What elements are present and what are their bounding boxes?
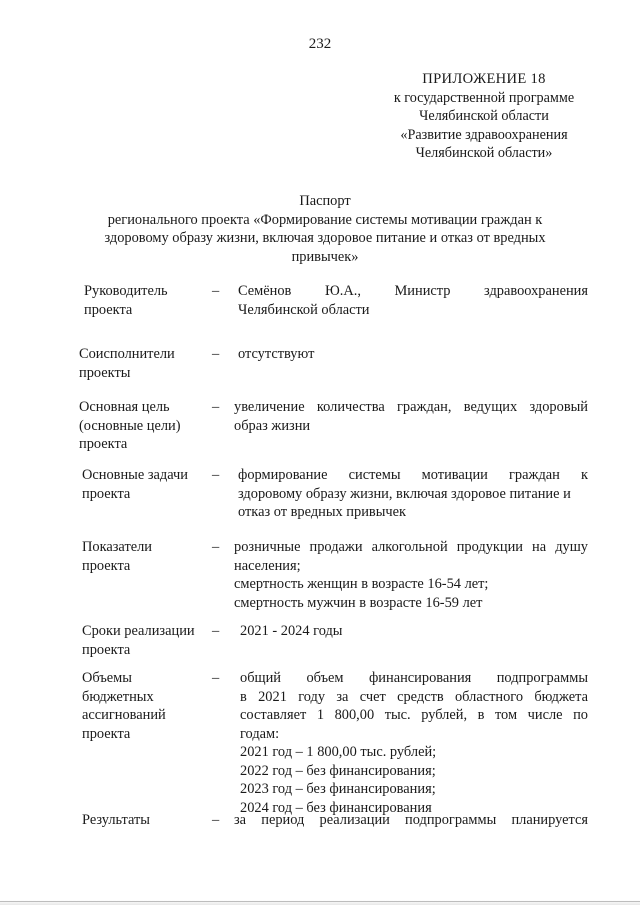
- row-value-line: населения;: [234, 557, 301, 574]
- row-value-line: Семёнов Ю.А., Министр здравоохранения: [238, 283, 588, 299]
- row-value-line: смертность мужчин в возрасте 16-59 лет: [234, 594, 483, 611]
- row-value-line: здоровому образу жизни, включая здоровое питание и: [238, 485, 571, 502]
- row-label: [82, 622, 212, 659]
- row-value-line: годам:: [240, 725, 280, 742]
- row-value-line: отсутствуют: [238, 346, 315, 362]
- row-value-line: составляет 1 800,00 тыс. рублей, в том числе по: [240, 707, 588, 723]
- row-value-line: 2023 год – без финансирования;: [240, 781, 436, 797]
- row-value-line: формирование системы мотивации граждан к: [238, 467, 588, 483]
- row-value-line: образ жизни: [234, 417, 311, 434]
- row-value-line: отказ от вредных привычек: [238, 504, 406, 520]
- row-value: [234, 398, 588, 435]
- row-value: [234, 811, 588, 830]
- row-dash: –: [212, 670, 220, 686]
- row-label-line: Соисполнители: [79, 346, 175, 362]
- row-label-line: Основные задачи: [82, 467, 188, 483]
- row-label-line: (основные цели): [79, 417, 181, 434]
- row-value-line: общий объем финансирования подпрограммы: [240, 670, 588, 686]
- row-label-line: Руководитель: [84, 283, 168, 299]
- row-value: [238, 282, 588, 319]
- row-label: [82, 538, 212, 575]
- row-label-line: проекты: [79, 364, 131, 381]
- row-label: [82, 669, 212, 743]
- scan-edge-line: [0, 901, 640, 902]
- appendix-line: к государственной программе: [393, 89, 575, 106]
- row-label-line: проекта: [82, 557, 131, 574]
- row-label-line: Объемы: [82, 670, 132, 686]
- row-label-line: проекта: [84, 301, 133, 318]
- row-value-line: 2024 год – без финансирования: [240, 799, 432, 816]
- row-value: [234, 538, 588, 612]
- row-value-line: Челябинской области: [238, 301, 370, 318]
- appendix-line: «Развитие здравоохранения: [400, 126, 568, 143]
- appendix-title: ПРИЛОЖЕНИЕ 18: [422, 71, 546, 87]
- row-label-line: бюджетных: [82, 688, 154, 705]
- passport-subtitle-line: здоровому образу жизни, включая здоровое питание и отказ от вредных: [104, 230, 546, 246]
- appendix-line: Челябинской области: [419, 108, 549, 124]
- row-dash: –: [212, 539, 220, 555]
- row-label-line: Показатели: [82, 539, 153, 555]
- row-dash: –: [212, 812, 220, 828]
- row-dash: –: [212, 399, 220, 415]
- row-label: [82, 811, 212, 830]
- row-dash: –: [212, 623, 220, 639]
- row-label-line: проекта: [82, 641, 131, 658]
- row-dash: –: [212, 467, 220, 483]
- row-value-line: увеличение количества граждан, ведущих здоровый: [234, 399, 588, 415]
- passport-subtitle-line: привычек»: [291, 248, 359, 265]
- row-dash: –: [212, 346, 220, 362]
- passport-heading: Паспорт: [299, 193, 351, 209]
- row-label-line: проекта: [79, 436, 128, 452]
- page-number: 232: [308, 36, 332, 52]
- row-label: [79, 398, 209, 454]
- row-dash: –: [212, 283, 220, 299]
- row-label-line: проекта: [82, 725, 131, 742]
- row-label-line: Результаты: [82, 812, 150, 828]
- row-value-line: 2022 год – без финансирования;: [240, 762, 436, 779]
- row-label-line: Сроки реализации: [82, 623, 195, 639]
- row-value-line: розничные продажи алкогольной продукции на душу: [234, 539, 588, 555]
- passport-subtitle-line: регионального проекта «Формирование системы мотивации граждан к: [107, 211, 543, 228]
- appendix-line: Челябинской области»: [415, 145, 553, 161]
- row-label: [84, 282, 214, 319]
- row-value-line: в 2021 году за счет средств областного бюджета: [240, 688, 588, 705]
- row-label: [82, 466, 212, 503]
- row-value: [240, 669, 588, 817]
- row-value: [238, 466, 588, 522]
- row-value-line: за период реализации подпрограммы планируется: [234, 812, 588, 828]
- row-value: [238, 345, 594, 364]
- row-value-line: смертность женщин в возрасте 16-54 лет;: [234, 576, 489, 592]
- row-label-line: Основная цель: [79, 399, 170, 415]
- row-label-line: ассигнований: [82, 707, 166, 723]
- row-value-line: 2021 год – 1 800,00 тыс. рублей;: [240, 744, 437, 760]
- row-label-line: проекта: [82, 485, 131, 502]
- row-value: [240, 622, 596, 641]
- row-label: [79, 345, 209, 382]
- row-value-line: 2021 - 2024 годы: [240, 623, 343, 639]
